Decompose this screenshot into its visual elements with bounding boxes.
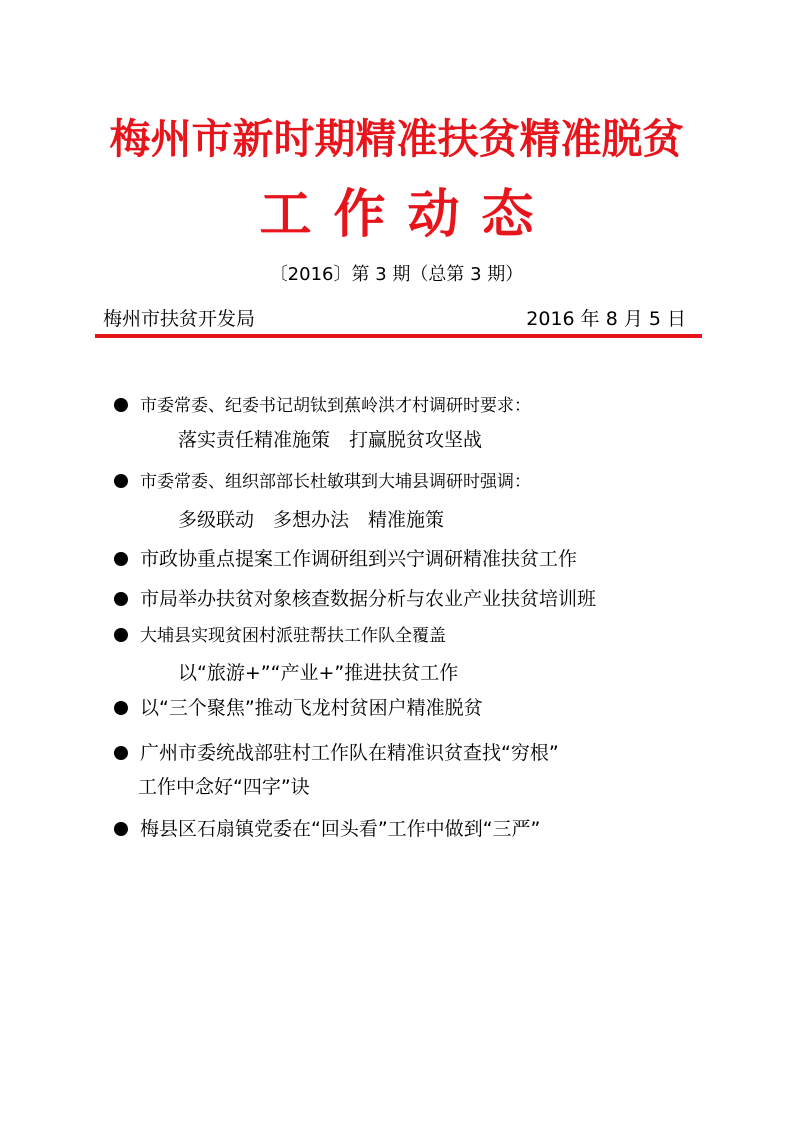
publisher-name: 梅州市扶贫开发局	[103, 308, 256, 330]
masthead-title: 梅州市新时期精准扶贫精准脱贫	[109, 115, 684, 163]
masthead-subtitle: 工作动态	[259, 184, 556, 245]
bullet-icon	[114, 592, 128, 606]
contents-headline: 市委常委、纪委书记胡钛到蕉岭洪才村调研时要求：	[140, 396, 531, 416]
contents-headline: 市政协重点提案工作调研组到兴宁调研精准扶贫工作	[140, 548, 578, 570]
bullet-icon	[114, 822, 128, 836]
contents-headline: 大埔县实现贫困村派驻帮扶工作队全覆盖	[140, 626, 446, 646]
bullet-icon	[114, 398, 128, 412]
bullet-icon	[114, 552, 128, 566]
contents-item	[114, 694, 483, 722]
contents-headline: 广州市委统战部驻村工作队在精准识贫查找“穷根”	[140, 742, 559, 764]
contents-item	[114, 622, 446, 650]
contents-item	[114, 545, 577, 573]
issue-number: 〔2016〕第 3 期（总第 3 期）	[269, 264, 524, 285]
contents-item	[114, 468, 531, 496]
contents-item	[114, 739, 559, 767]
contents-item	[114, 585, 596, 613]
contents-item	[114, 815, 540, 843]
bullet-icon	[114, 746, 128, 760]
contents-subline: 以“旅游+”“产业+”推进扶贫工作	[178, 662, 459, 684]
contents-headline: 市局举办扶贫对象核查数据分析与农业产业扶贫培训班	[140, 588, 597, 610]
bullet-icon	[114, 628, 128, 642]
bullet-icon	[114, 701, 128, 715]
contents-subline: 落实责任精准施策 打赢脱贫攻坚战	[178, 429, 483, 451]
contents-subline: 工作中念好“四字”诀	[138, 776, 310, 798]
contents-headline: 梅县区石扇镇党委在“回头看”工作中做到“三严”	[140, 818, 541, 840]
contents-headline: 市委常委、组织部部长杜敏琪到大埔县调研时强调：	[140, 472, 531, 492]
bullet-icon	[114, 474, 128, 488]
contents-headline: 以“三个聚焦”推动飞龙村贫困户精准脱贫	[140, 697, 483, 719]
contents-subline: 多级联动 多想办法 精准施策	[178, 509, 445, 531]
publication-date: 2016 年 8 月 5 日	[526, 308, 686, 330]
contents-item	[114, 392, 531, 420]
red-divider	[95, 334, 702, 338]
